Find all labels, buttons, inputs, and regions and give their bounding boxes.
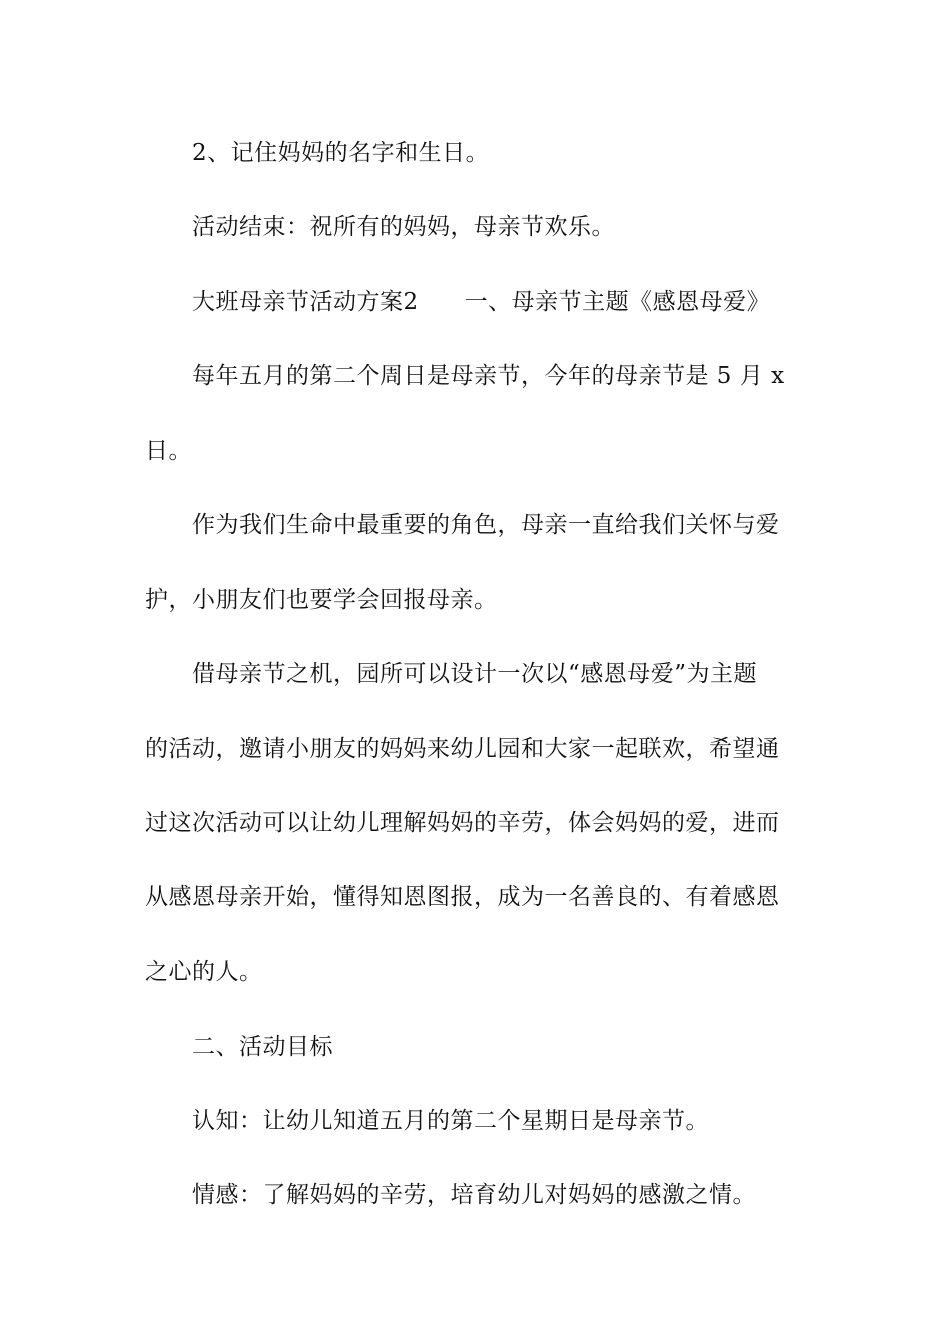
paragraph-line: 的活动，邀请小朋友的妈妈来幼儿园和大家一起联欢，希望通 xyxy=(145,736,780,762)
goal-cognition: 认知：让幼儿知道五月的第二个星期日是母亲节。 xyxy=(192,1108,709,1134)
section-heading xyxy=(192,287,770,317)
paragraph-line: 作为我们生命中最重要的角色，母亲一直给我们关怀与爱 xyxy=(192,512,780,538)
paragraph-line: 日。 xyxy=(145,438,192,464)
activity-ending: 活动结束：祝所有的妈妈，母亲节欢乐。 xyxy=(192,214,615,240)
theme-heading: 一、母亲节主题《感恩母爱》 xyxy=(464,289,771,315)
paragraph-line: 每年五月的第二个周日是母亲节，今年的母亲节是 5 月 x xyxy=(192,363,785,389)
paragraph-line: 之心的人。 xyxy=(145,959,263,985)
plan-title: 大班母亲节活动方案2 xyxy=(192,289,419,315)
list-item-remember-mom: 2、记住妈妈的名字和生日。 xyxy=(192,140,490,166)
section-heading-goals: 二、活动目标 xyxy=(192,1034,333,1060)
paragraph-line: 借母亲节之机，园所可以设计一次以“感恩母爱”为主题 xyxy=(192,661,758,687)
paragraph-line: 护，小朋友们也要学会回报母亲。 xyxy=(145,587,498,613)
paragraph-line: 过这次活动可以让幼儿理解妈妈的辛劳，体会妈妈的爱，进而 xyxy=(145,810,780,836)
paragraph-line: 从感恩母亲开始，懂得知恩图报，成为一名善良的、有着感恩 xyxy=(145,884,780,910)
goal-emotion: 情感：了解妈妈的辛劳，培育幼儿对妈妈的感激之情。 xyxy=(192,1182,756,1208)
